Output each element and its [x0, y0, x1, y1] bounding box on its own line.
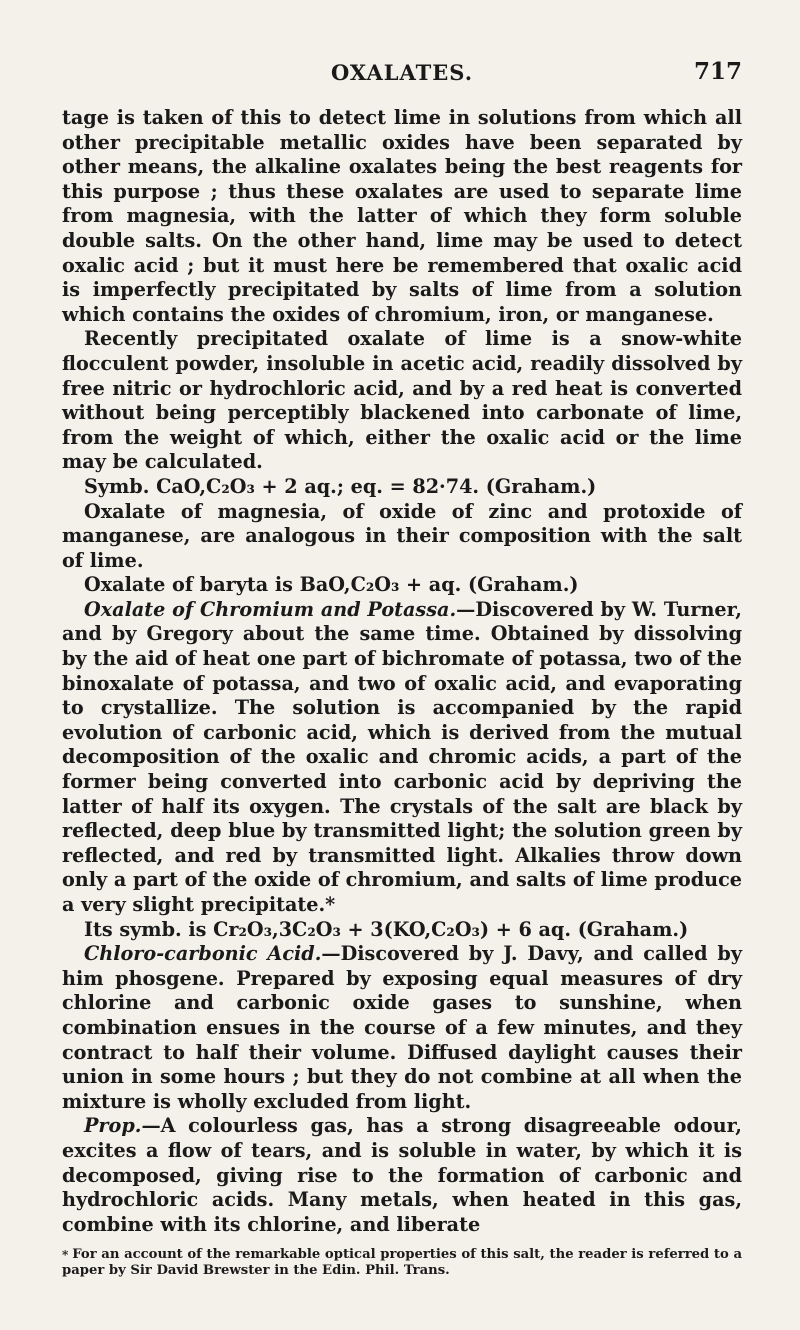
text-chloro-carbonic: —Discovered by J. Davy, and called by him phosgene. Prepared by exposing equal measures of dry chlorine and carbonic oxide gases to sunshine, when combination ensues in the course of a few minutes, and they contract to half their volume. Diffused daylight causes their union in some hours ; but they do not combine at all when the mixture is wholly excluded from light. [62, 942, 743, 1113]
heading-chloro-carbonic: Chloro-carbonic Acid. [84, 942, 322, 966]
paragraph-chloro-carbonic [62, 942, 742, 1114]
text-prop: —A colourless gas, has a strong disagreeable odour, excites a flow of tears, and is soluble in water, by which it is decomposed, giving rise to the formation of carbonic and hydrochloric acids. Many metals, when heated in this gas, combine with its chlorine, and liberate [62, 1114, 742, 1236]
paragraph-baryta: Oxalate of baryta is BaO,C₂O₃ + aq. (Graham.) [84, 573, 579, 597]
page-number: 717 [693, 58, 742, 85]
footnote-text: For an account of the remarkable optical properties of this salt, the reader is referred to a paper by Sir David Brewster in the Edin. Phil. Trans. [62, 1247, 742, 1279]
page [62, 60, 742, 1279]
paragraph-lime-detection: tage is taken of this to detect lime in solutions from which all other precipitable metallic oxides have been separated by other means, the alkaline oxalates being the best reagents for this purpose ; thus these oxalates are used to separate lime from magnesia, with the latter of which they form soluble double salts. On the other hand, lime may be used to detect oxalic acid ; but it must here be remembered that oxalic acid is imperfectly precipitated by salts of lime from a solution which contains the oxides of chromium, iron, or manganese. [62, 106, 742, 326]
body-text [62, 106, 742, 1237]
running-title: OXALATES. [330, 60, 474, 85]
paragraph-lime-symbol: Symb. CaO,C₂O₃ + 2 aq.; eq. = 82·74. (Graham.) [84, 474, 597, 498]
footnote-mark: * [62, 1248, 69, 1263]
running-head [62, 60, 742, 96]
paragraph-chromium-potassa [62, 598, 742, 918]
paragraph-prop [62, 1114, 742, 1237]
text-chromium-potassa: —Discovered by W. Turner, and by Gregory about the same time. Obtained by dissolving by the aid of heat one part of bichromate of potassa, two of the binoxalate of potassa, and two of oxalic acid, and evaporating to crystallize. The solution is accompanied by the rapid evolution of carbonic acid, which is derived from the mutual decomposition of the oxalic and chromic acids, a part of the former being converted into carbonic acid by depriving the latter of half its oxygen. The crystals of the salt are black by reflected, deep blue by transmitted light; the solution green by reflected, and red by transmitted light. Alkalies throw down only a part of the oxide of chromium, and salts of lime produce a very slight precipitate.* [62, 597, 742, 916]
heading-prop: Prop. [84, 1114, 142, 1138]
paragraph-analogous-oxalates: Oxalate of magnesia, of oxide of zinc and protoxide of manganese, are analogous in their composition with the salt of lime. [62, 499, 742, 572]
footnote [62, 1247, 742, 1279]
paragraph-chromium-symbol: Its symb. is Cr₂O₃,3C₂O₃ + 3(KO,C₂O₃) + 6 aq. (Graham.) [84, 917, 689, 941]
paragraph-oxalate-of-lime: Recently precipitated oxalate of lime is a snow-white flocculent powder, insoluble in acetic acid, readily dissolved by free nitric or hydrochloric acid, and by a red heat is converted without being perceptibly blackened into carbonate of lime, from the weight of which, either the oxalic acid or the lime may be calculated. [62, 327, 742, 474]
heading-chromium-potassa: Oxalate of Chromium and Potassa. [84, 597, 457, 621]
